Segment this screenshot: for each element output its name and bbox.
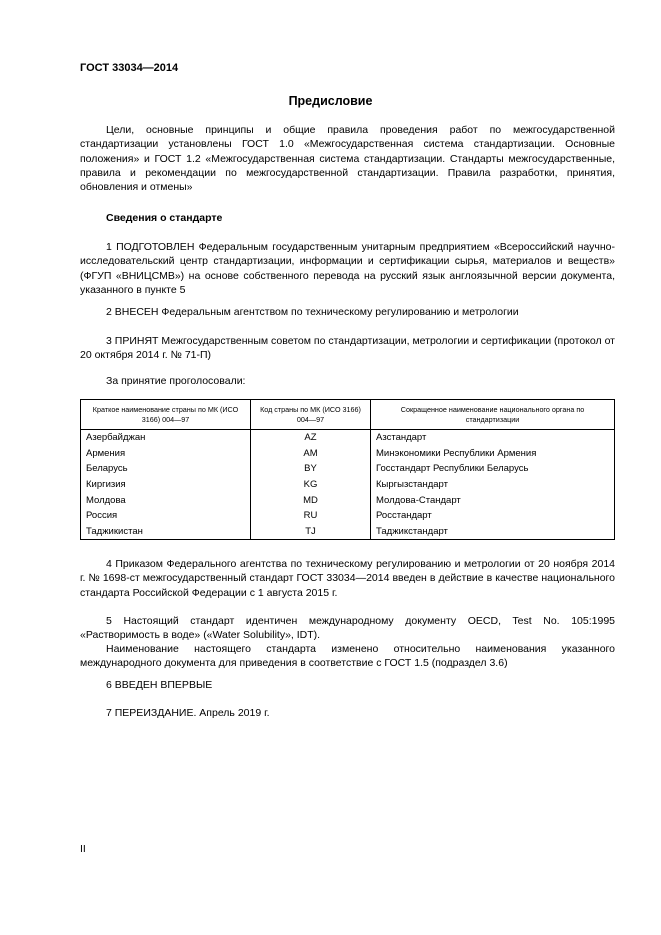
country-name: Молдова bbox=[81, 492, 251, 508]
country-code: AZ bbox=[251, 430, 371, 446]
country-code: BY bbox=[251, 461, 371, 477]
standards-body: Таджикстандарт bbox=[371, 524, 615, 540]
table-row bbox=[81, 430, 615, 446]
table-row bbox=[81, 461, 615, 477]
country-code: RU bbox=[251, 508, 371, 524]
table-row bbox=[81, 477, 615, 493]
country-name: Армения bbox=[81, 446, 251, 462]
col-header-body: Сокращенное наименование национального органа по стандартизации bbox=[371, 400, 615, 430]
country-name: Таджикистан bbox=[81, 524, 251, 540]
table-row bbox=[81, 492, 615, 508]
country-name: Россия bbox=[81, 508, 251, 524]
item-5-identical: 5 Настоящий стандарт идентичен международному документу OECD, Test No. 105:1995 «Растворимость в воде» («Water Solubility», IDT). bbox=[80, 615, 615, 642]
standards-body: Госстандарт Республики Беларусь bbox=[371, 461, 615, 477]
vote-label: За принятие проголосовали: bbox=[106, 375, 246, 387]
item-2-submitted: 2 ВНЕСЕН Федеральным агентством по техническому регулированию и метрологии bbox=[106, 306, 519, 318]
standards-body: Кыргызстандарт bbox=[371, 477, 615, 493]
country-code: KG bbox=[251, 477, 371, 493]
standards-body: Минэкономики Республики Армения bbox=[371, 446, 615, 462]
col-header-code: Код страны по МК (ИСО 3166) 004—97 bbox=[251, 400, 371, 430]
table-row bbox=[81, 508, 615, 524]
document-id: ГОСТ 33034—2014 bbox=[80, 62, 179, 74]
countries-table bbox=[80, 399, 615, 540]
col-header-country: Краткое наименование страны по МК (ИСО 3166) 004—97 bbox=[81, 400, 251, 430]
page-title: Предисловие bbox=[288, 94, 373, 108]
intro-paragraph: Цели, основные принципы и общие правила проведения работ по межгосударственной стандартизации установлены ГОСТ 1.0 «Межгосударственная система стандартизации. Основные положения» и ГОСТ 1.2 «Межгосударственная система стандартизации. Стандарты межгосударственные, правила и рекомендации по межгосударственной стандартизации. Правила разработки, принятия, обновления и отмены» bbox=[80, 124, 615, 194]
table-row bbox=[81, 446, 615, 462]
standards-body: Азстандарт bbox=[371, 430, 615, 446]
table-header-row bbox=[81, 400, 615, 430]
country-code: MD bbox=[251, 492, 371, 508]
item-7-reissue: 7 ПЕРЕИЗДАНИЕ. Апрель 2019 г. bbox=[106, 707, 270, 719]
table-row bbox=[81, 524, 615, 540]
section-title: Сведения о стандарте bbox=[106, 212, 223, 224]
item-4-order: 4 Приказом Федерального агентства по техническому регулированию и метрологии от 20 ноября 2014 г. № 1698-ст межгосударственный стандарт ГОСТ 33034—2014 введен в действие в качестве национального стандарта Российской Федерации с 1 августа 2015 г. bbox=[80, 558, 615, 599]
country-name: Азербайджан bbox=[81, 430, 251, 446]
page-number: II bbox=[80, 843, 86, 855]
country-name: Беларусь bbox=[81, 461, 251, 477]
item-1-prepared: 1 ПОДГОТОВЛЕН Федеральным государственным унитарным предприятием «Всероссийский научно-исследовательский центр стандартизации, информации и сертификации сырья, материалов и веществ» (ФГУП «ВНИЦСМВ») на основе собственного перевода на русский язык англоязычной версии документа, указанного в пункте 5 bbox=[80, 241, 615, 296]
standards-body: Росстандарт bbox=[371, 508, 615, 524]
item-6-introduced: 6 ВВЕДЕН ВПЕРВЫЕ bbox=[106, 679, 213, 691]
country-code: AM bbox=[251, 446, 371, 462]
item-5-name-change: Наименование настоящего стандарта изменено относительно наименования указанного международного документа для приведения в соответствие с ГОСТ 1.5 (подраздел 3.6) bbox=[80, 643, 615, 670]
country-name: Киргизия bbox=[81, 477, 251, 493]
item-3-adopted: 3 ПРИНЯТ Межгосударственным советом по стандартизации, метрологии и сертификации (протокол от 20 октября 2014 г. № 71-П) bbox=[80, 335, 615, 362]
standards-body: Молдова-Стандарт bbox=[371, 492, 615, 508]
country-code: TJ bbox=[251, 524, 371, 540]
